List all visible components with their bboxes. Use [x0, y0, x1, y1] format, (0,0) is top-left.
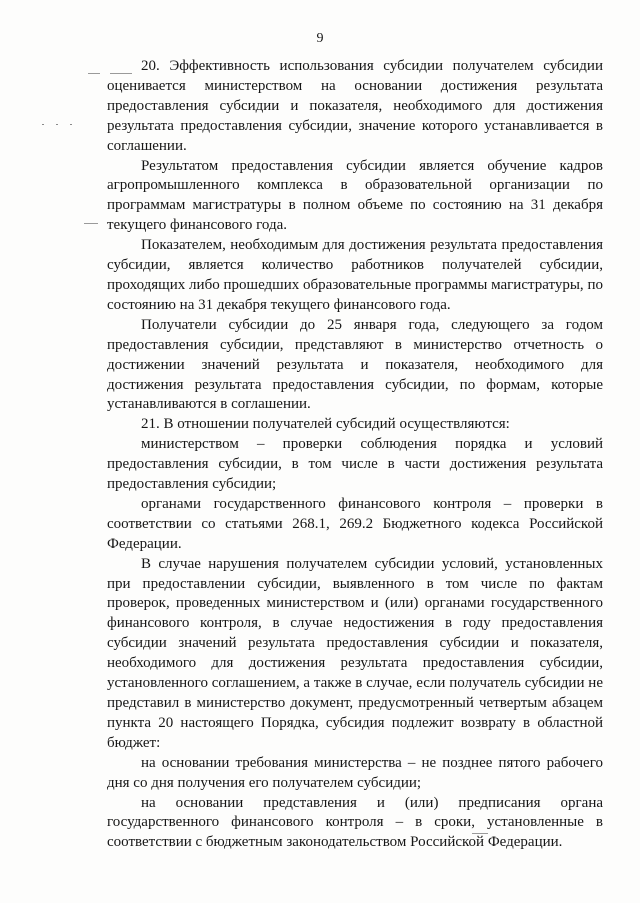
paragraph-control-order: на основании представления и (или) предписания органа государственного финансового контроля – в сроки, установленные в соответствии с бюджетным законодательством Российской Федерации. — [107, 794, 603, 851]
paragraph-ministry-checks: министерством – проверки соблюдения порядка и условий предоставления субсидии, в том числе в части достижения результата предоставления субсидии; — [107, 436, 603, 493]
scan-artifact — [42, 124, 44, 125]
paragraph-20-efficiency: 20. Эффективность использования субсидии получателем субсидии оценивается министерством на основании достижения результата предоставления субсидии и показателя, необходимого для достижения результата предоставления субсидии, значение которого устанавливается в соглашении. — [107, 58, 603, 154]
paragraph-financial-control: органами государственного финансового контроля – проверки в соответствии со статьями 268.1, 269.2 Бюджетного кодекса Российской Федерации. — [107, 495, 603, 552]
paragraph-ministry-demand: на основании требования министерства – не позднее пятого рабочего дня со дня получения его получателем субсидии; — [107, 754, 603, 791]
page-number: 9 — [316, 31, 324, 46]
paragraph-indicator: Показателем, необходимым для достижения результата предоставления субсидии, является количество работников получателей субсидии, проходящих либо прошедших образовательные программы магистратуры, по состоянию на 31 декабря текущего финансового года. — [107, 237, 603, 313]
paragraph-reporting: Получатели субсидии до 25 января года, следующего за годом предоставления субсидии, представляют в министерство отчетность о достижении значений результата и показателя, необходимого для достижения результата предоставления субсидии, по формам, которые устанавливаются в соглашении. — [107, 316, 603, 413]
scan-artifact — [88, 73, 100, 74]
paragraph-21-checks: 21. В отношении получателей субсидий осуществляются: — [141, 416, 510, 433]
document-body — [107, 57, 603, 853]
scan-artifact — [56, 124, 58, 125]
scan-artifact — [70, 124, 72, 125]
paragraph-result: Результатом предоставления субсидии является обучение кадров агропромышленного комплекса в образовательной организации по программам магистратуры в полном объеме по состоянию на 31 декабря текущего финансового года. — [107, 157, 603, 234]
scan-artifact — [84, 223, 98, 224]
paragraph-violation-return: В случае нарушения получателем субсидии условий, установленных при предоставлении субсидии, выявленного в том числе по фактам проверок, проведенных министерством и (или) органами государственного финансового контроля, в случае недостижения в году предоставления субсидии значений результата предоставления субсидии и показателя, необходимого для достижения результата предоставления субсидии, установленного соглашением, а также в случае, если получатель субсидии не представил в министерство документ, предусмотренный четвертым абзацем пункта 20 настоящего Порядка, субсидия подлежит возврату в областной бюджет: — [107, 555, 603, 751]
